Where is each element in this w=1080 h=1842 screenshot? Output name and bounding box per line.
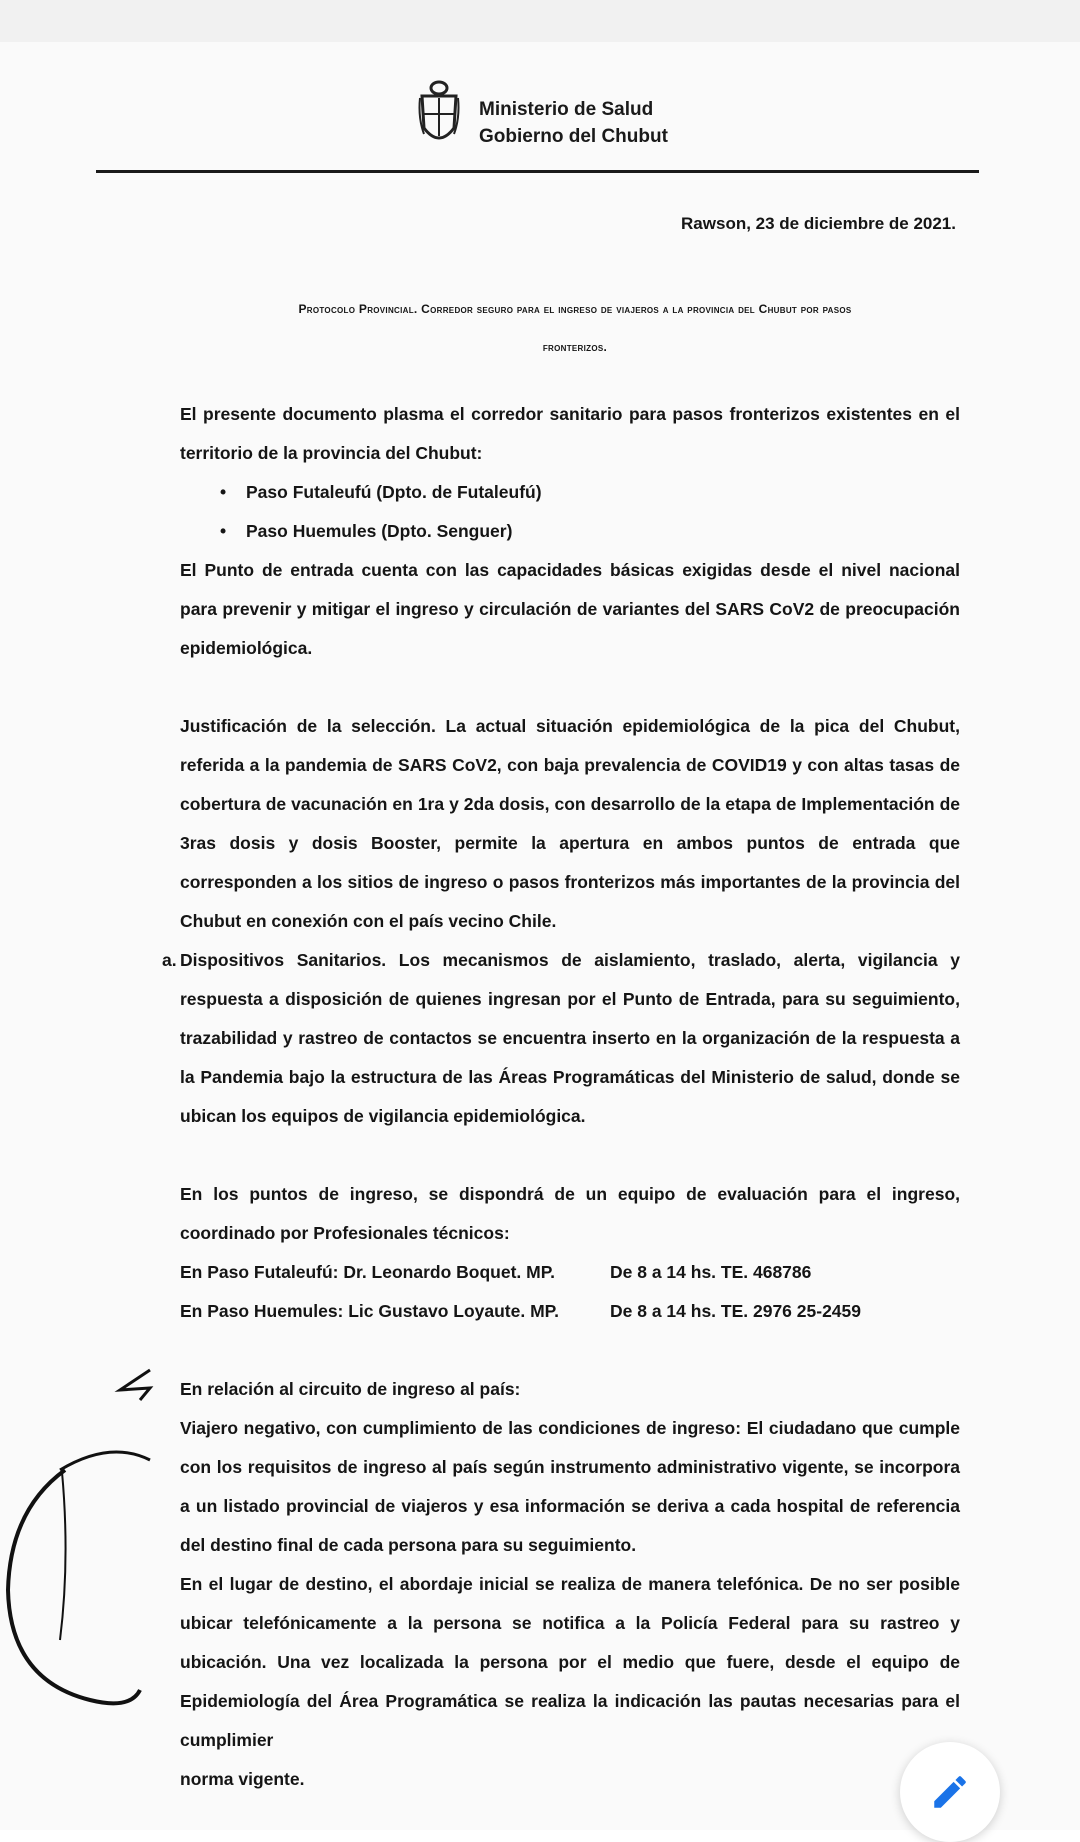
header-divider	[96, 170, 979, 173]
destination-paragraph: En el lugar de destino, el abordaje inicial se realiza de manera telefónica. De no ser posible ubicar telefónicamente a la persona se notifica a la Policía Federal para su rastreo y ubicación. Una vez localizada la persona por el medio que fuere, desde el equipo de Epidemiología del Área Programática se realiza la indicación las pautas necesarias para el cumplimier	[180, 1574, 960, 1750]
contact-hours: De 8 a 14 hs. TE. 468786	[610, 1262, 812, 1282]
contact-name: En Paso Futaleufú: Dr. Leonardo Boquet. MP.	[180, 1262, 555, 1282]
list-item: • Paso Huemules (Dpto. Senguer)	[220, 512, 960, 551]
ministry-header	[479, 96, 668, 150]
section-a	[162, 941, 960, 1136]
negative-traveler-paragraph: Viajero negativo, con cumplimiento de las condiciones de ingreso: El ciudadano que cumple con los requisitos de ingreso al país según instrumento administrativo vigente, se incorpora a un listado provincial de viajeros y esa información se deriva a cada hospital de referencia del destino final de cada persona para su seguimiento.	[180, 1418, 960, 1555]
contact-name: En Paso Huemules: Lic Gustavo Loyaute. MP.	[180, 1301, 559, 1321]
section-a-marker: a.	[162, 950, 177, 970]
border-pass-list	[220, 473, 960, 551]
justification-paragraph: Justificación de la selección. La actual situación epidemiológica de la pica del Chubut, referida a la pandemia de SARS CoV2, con baja prevalencia de COVID19 y con altas tasas de cobertura de vacunación en 1ra y 2da dosis, con desarrollo de la etapa de Implementación de 3ras dosis y dosis Booster, permite la apertura en ambos puntos de entrada que corresponden a los sitios de ingreso o pasos fronterizos más importantes de la provincia del Chubut en conexión con el país vecino Chile.	[180, 716, 960, 931]
contact-hours: De 8 a 14 hs. TE. 2976 25-2459	[610, 1301, 861, 1321]
list-item: • Paso Futaleufú (Dpto. de Futaleufú)	[220, 473, 960, 512]
document-date: Rawson, 23 de diciembre de 2021.	[681, 214, 956, 233]
contact-row-huemules	[180, 1292, 960, 1331]
edit-button[interactable]	[900, 1742, 1000, 1842]
pencil-icon	[929, 1771, 971, 1813]
closing-text: norma vigente.	[180, 1769, 305, 1789]
handwritten-signature	[0, 1360, 220, 1810]
coat-of-arms-icon	[418, 78, 460, 152]
title-line-2: fronterizos.	[542, 340, 608, 354]
viewer-top-bar	[0, 0, 1080, 42]
government-name: Gobierno del Chubut	[479, 126, 668, 147]
ministry-name: Ministerio de Salud	[479, 99, 654, 120]
document-body	[162, 395, 960, 1799]
contact-row-futaleufu	[180, 1253, 960, 1292]
entry-points-paragraph: En los puntos de ingreso, se dispondrá de un equipo de evaluación para el ingreso, coordinado por Profesionales técnicos:	[180, 1184, 960, 1243]
intro-paragraph: El presente documento plasma el corredor sanitario para pasos fronterizos existentes en el territorio de la provincia del Chubut:	[180, 404, 960, 463]
title-line-1: Protocolo Provincial. Corredor seguro para el ingreso de viajeros a la provincia del Chubut por pasos	[298, 302, 852, 316]
section-a-paragraph: Dispositivos Sanitarios. Los mecanismos de aislamiento, traslado, alerta, vigilancia y respuesta a disposición de quienes ingresan por el Punto de Entrada, para su seguimiento, trazabilidad y rastreo de contactos se encuentra inserto en la organización de la respuesta a la Pandemia bajo la estructura de las Áreas Programáticas del Ministerio de salud, donde se ubican los equipos de vigilancia epidemiológica.	[180, 950, 960, 1126]
circuit-heading: En relación al circuito de ingreso al país:	[180, 1379, 521, 1399]
entry-point-paragraph: El Punto de entrada cuenta con las capacidades básicas exigidas desde el nivel nacional para prevenir y mitigar el ingreso y circulación de variantes del SARS CoV2 de preocupación epidemiológica.	[180, 560, 960, 658]
document-title	[180, 290, 970, 366]
